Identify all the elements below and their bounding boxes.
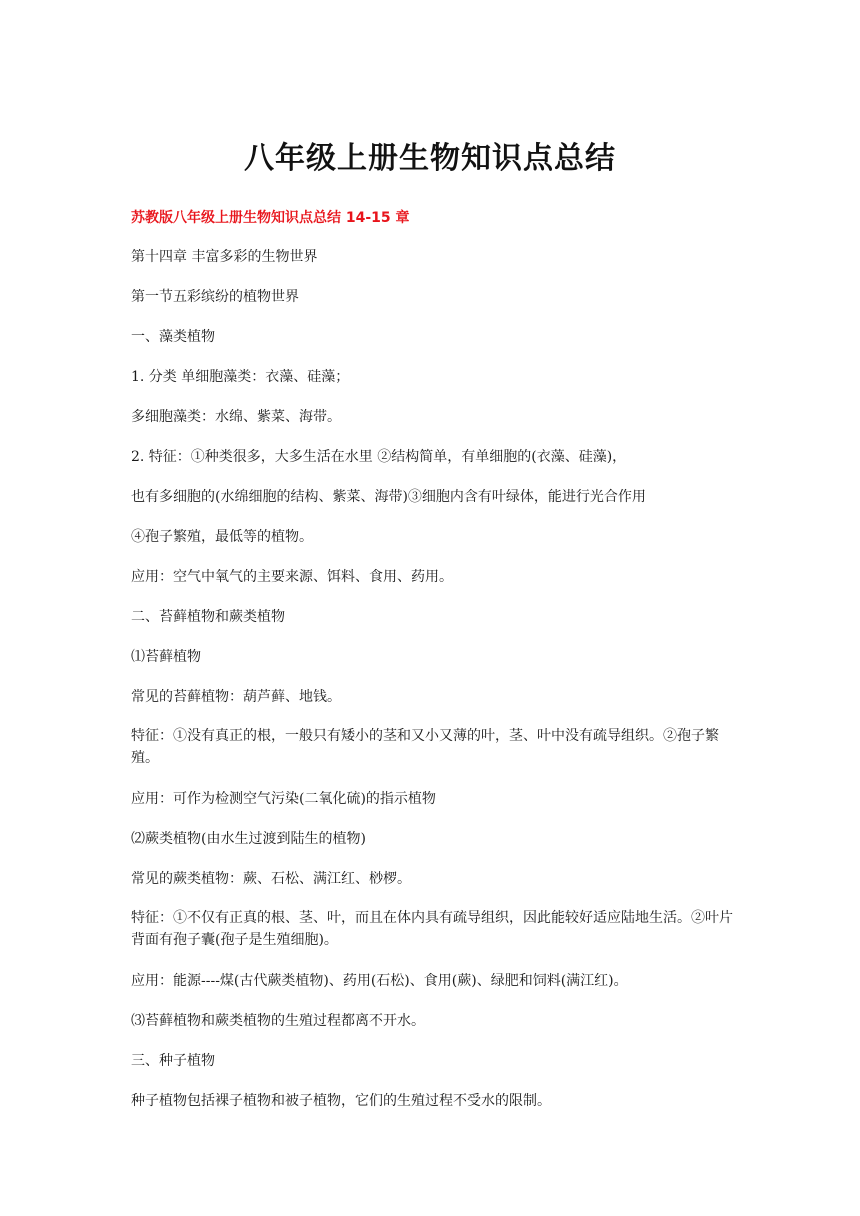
- paragraph: 特征：①不仅有正真的根、茎、叶，而且在体内具有疏导组织，因此能较好适应陆地生活。②叶片背面有孢子囊(孢子是生殖细胞)。: [131, 910, 733, 948]
- document-subtitle: 苏教版八年级上册生物知识点总结 14-15 章: [131, 210, 410, 226]
- paragraph: ⑶苔藓植物和蕨类植物的生殖过程都离不开水。: [131, 1013, 425, 1029]
- paragraph: ⑵蕨类植物(由水生过渡到陆生的植物): [131, 831, 366, 847]
- paragraph: 特征：①没有真正的根，一般只有矮小的茎和又小又薄的叶，茎、叶中没有疏导组织。②孢子繁殖。: [131, 728, 719, 766]
- subsection-heading: 二、苔藓植物和蕨类植物: [131, 609, 285, 625]
- paragraph: 应用：可作为检测空气污染(二氧化硫)的指示植物: [131, 791, 436, 807]
- subsection-heading: 三、种子植物: [131, 1053, 215, 1069]
- chapter-heading: 第十四章 丰富多彩的生物世界: [131, 249, 318, 265]
- paragraph: 也有多细胞的(水绵细胞的结构、紫菜、海带)③细胞内含有叶绿体，能进行光合作用: [131, 489, 646, 505]
- paragraph: 应用：空气中氧气的主要来源、饵料、食用、药用。: [131, 569, 453, 585]
- paragraph: ⑴苔藓植物: [131, 649, 201, 665]
- paragraph: 多细胞藻类：水绵、紫菜、海带。: [131, 409, 341, 425]
- paragraph: 常见的苔藓植物：葫芦藓、地钱。: [131, 689, 341, 705]
- paragraph: 2. 特征：①种类很多，大多生活在水里 ②结构简单，有单细胞的(衣藻、硅藻)，: [131, 449, 627, 465]
- section-heading: 第一节五彩缤纷的植物世界: [131, 289, 299, 305]
- subsection-heading: 一、藻类植物: [131, 329, 215, 345]
- paragraph: 应用：能源----煤(古代蕨类植物)、药用(石松)、食用(蕨)、绿肥和饲料(满江红)。: [131, 973, 628, 989]
- page-title: 八年级上册生物知识点总结: [244, 141, 616, 176]
- paragraph: 种子植物包括裸子植物和被子植物，它们的生殖过程不受水的限制。: [131, 1093, 551, 1109]
- paragraph: 1. 分类 单细胞藻类：衣藻、硅藻；: [131, 369, 350, 385]
- paragraph: 常见的蕨类植物：蕨、石松、满江红、桫椤。: [131, 871, 411, 887]
- paragraph: ④孢子繁殖，最低等的植物。: [131, 529, 313, 545]
